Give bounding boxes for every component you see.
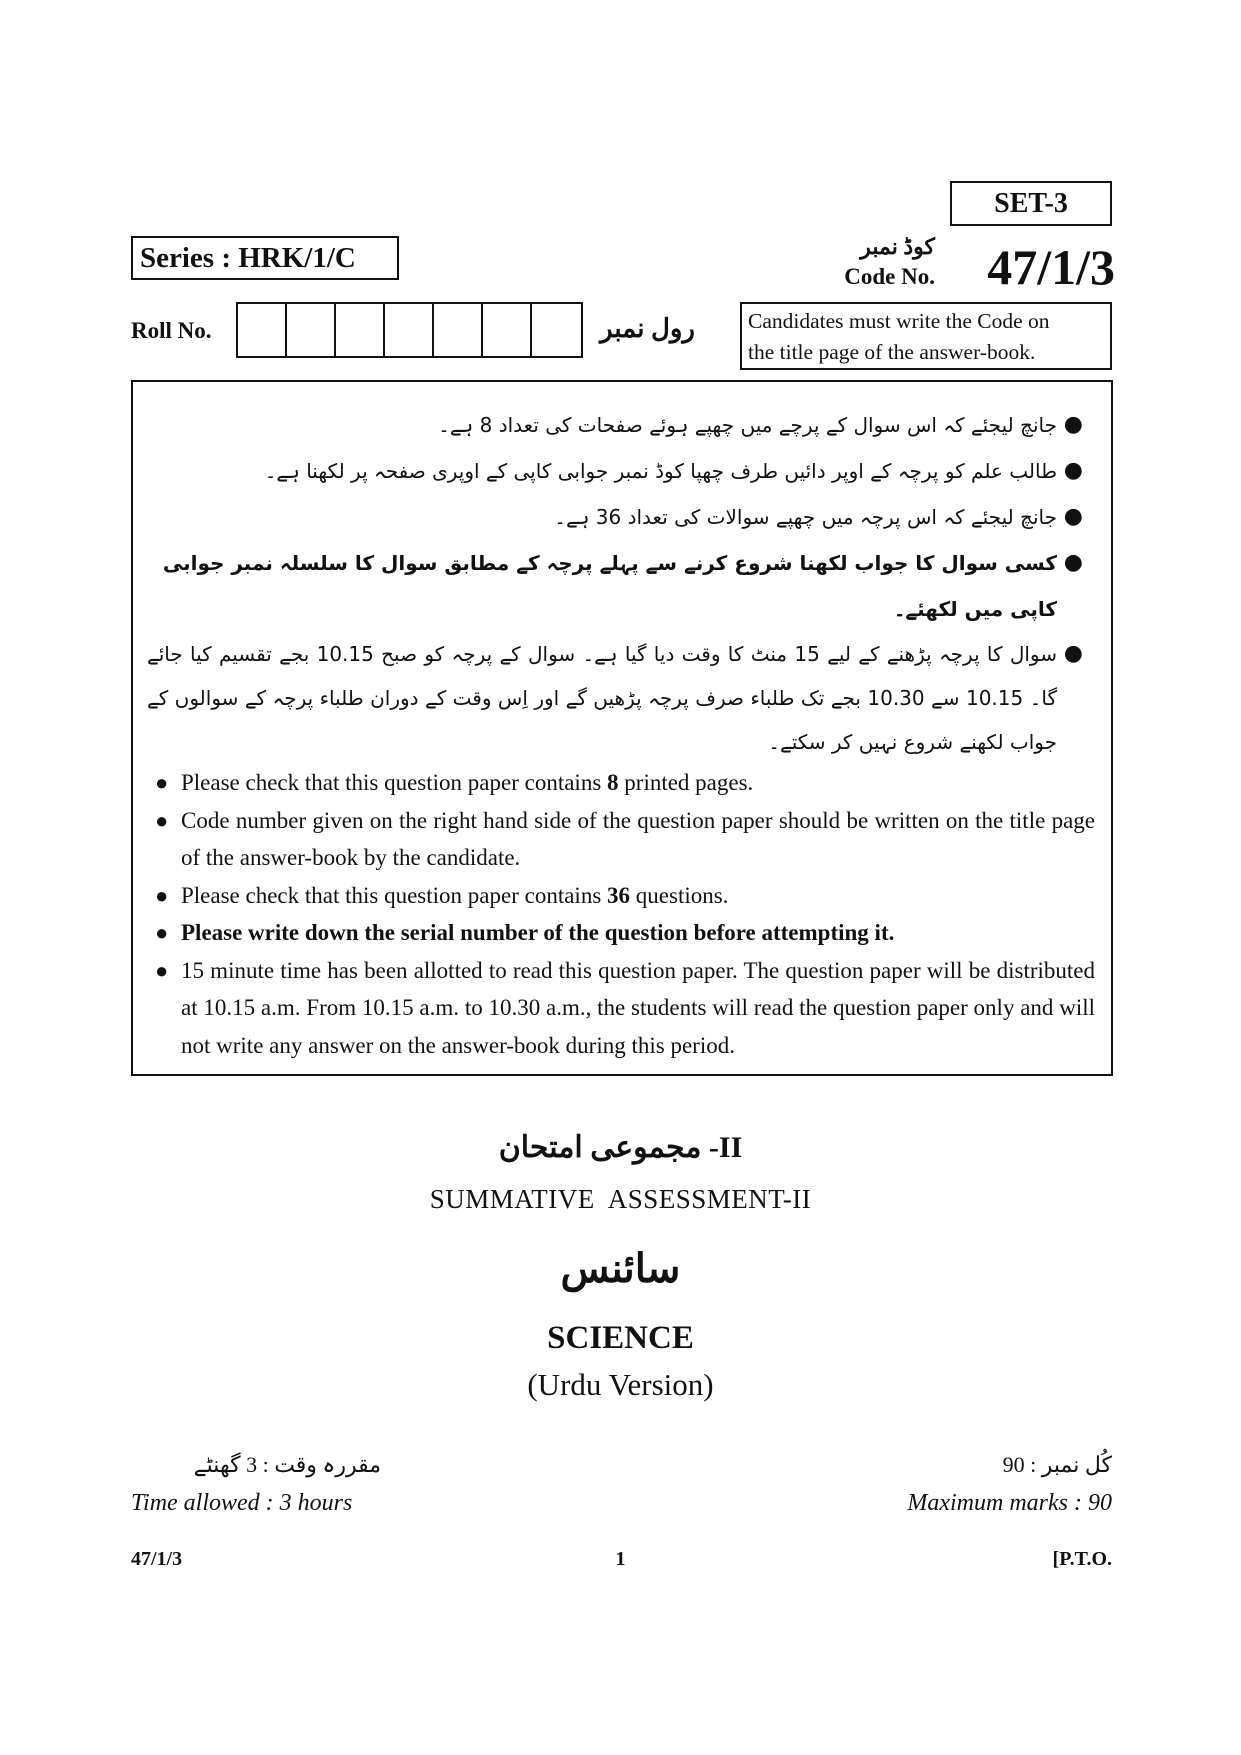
time-allowed: Time allowed : 3 hours <box>131 1490 353 1516</box>
maximum-marks-urdu: کُل نمبر : 90 <box>1002 1452 1112 1477</box>
roll-digit-box[interactable] <box>434 304 483 356</box>
code-number: 47/1/3 <box>987 239 1115 295</box>
urdu-instructions <box>147 402 1089 764</box>
series-label: Series : HRK/1/C <box>131 236 399 280</box>
english-instruction-item <box>151 802 1095 877</box>
bullet-icon: ● <box>1063 641 1083 666</box>
bullet-icon: ● <box>1063 550 1083 575</box>
bullet-icon: ● <box>155 807 169 833</box>
instruction-text: 15 minute time has been allotted to read this question paper. The question paper will be distributed at 10.15 a.m. From 10.15 a.m. to 10.30 a.m., the students will read the question paper only and will not write any answer on the answer-book during this period. <box>181 957 1095 1058</box>
roll-digit-box[interactable] <box>385 304 434 356</box>
urdu-instruction-text: کسی سوال کا جواب لکھنا شروع کرنے سے پہلے پرچہ کے مطابق سوال کا سلسلہ نمبر جوابی کاپی میں لکھئے۔ <box>162 551 1057 621</box>
roll-digit-box[interactable] <box>483 304 532 356</box>
footer-code: 47/1/3 <box>131 1548 183 1570</box>
assessment-title-urdu: مجموعی امتحان -II <box>498 1131 743 1164</box>
candidate-note-box <box>740 302 1112 370</box>
version-label: (Urdu Version) <box>527 1367 714 1402</box>
roll-label: Roll No. <box>131 318 212 343</box>
roll-digit-box[interactable] <box>287 304 336 356</box>
urdu-instruction-item <box>147 448 1089 494</box>
subject-title: SCIENCE <box>547 1320 694 1356</box>
maximum-marks: Maximum marks : 90 <box>907 1490 1112 1516</box>
set-label: SET-3 <box>950 181 1112 226</box>
roll-digit-box[interactable] <box>336 304 385 356</box>
bullet-icon: ● <box>155 957 169 983</box>
roll-number-boxes[interactable] <box>236 302 583 358</box>
question-count: 36 <box>607 882 631 908</box>
subject-title-urdu: سائنس <box>560 1246 681 1291</box>
pto-label: [P.T.O. <box>1052 1548 1112 1570</box>
roll-label-urdu: رول نمبر <box>600 314 695 343</box>
urdu-instruction-item <box>147 402 1089 448</box>
instruction-text: printed pages. <box>618 770 754 795</box>
bullet-icon: ● <box>155 770 169 795</box>
urdu-instruction-item <box>147 632 1089 764</box>
time-allowed-urdu: مقررہ وقت : 3 گھنٹے <box>193 1452 381 1477</box>
instruction-text: questions. <box>630 882 729 908</box>
english-instruction-item <box>151 914 1095 952</box>
instruction-text: Code number given on the right hand side of the question paper should be written on the title page of the answer-book by the candidate. <box>181 807 1095 870</box>
urdu-instruction-text: طالب علم کو پرچہ کے اوپر دائیں طرف چھپا کوڈ نمبر جوابی کاپی کے اوپری صفحہ پر لکھنا ہے۔ <box>264 459 1057 483</box>
urdu-instruction-item <box>147 494 1089 540</box>
english-instructions <box>151 764 1095 1064</box>
instruction-text: Please check that this question paper contains <box>181 770 608 795</box>
bullet-icon: ● <box>1063 504 1083 529</box>
instruction-text: Please write down the serial number of the question before attempting it. <box>181 920 895 945</box>
code-label-urdu: کوڈ نمبر <box>860 234 935 259</box>
instruction-text: Please check that this question paper contains <box>181 882 608 908</box>
roll-digit-box[interactable] <box>532 304 581 356</box>
urdu-instruction-text: جانچ لیجئے کہ اس سوال کے پرچے میں چھپے ہوئے صفحات کی تعداد 8 ہے۔ <box>438 413 1057 437</box>
candidate-note-line: the title page of the answer-book. <box>748 340 1036 364</box>
bullet-icon: ● <box>155 882 169 908</box>
instructions-box <box>131 380 1113 1076</box>
english-instruction-item <box>151 877 1095 915</box>
code-label: Code No. <box>844 264 935 289</box>
page-number: 1 <box>615 1548 626 1570</box>
english-instruction-item <box>151 952 1095 1065</box>
page-count: 8 <box>607 770 619 795</box>
urdu-instruction-text: سوال کا پرچہ پڑھنے کے لیے 15 منٹ کا وقت دیا گیا ہے۔ سوال کے پرچہ کو صبح 10.15 بجے تقسیم کیا جائے گا۔ 10.15 سے 10.30 بجے تک طلباء صرف پرچہ پڑھیں گے اور اِس وقت کے دوران طلباء پرچہ کے سوالوں کے جواب لکھنے شروع نہیں کر سکتے۔ <box>147 642 1057 754</box>
bullet-icon: ● <box>1063 412 1083 437</box>
roll-digit-box[interactable] <box>238 304 287 356</box>
urdu-instruction-text: جانچ لیجئے کہ اس پرچہ میں چھپے سوالات کی تعداد 36 ہے۔ <box>554 505 1057 529</box>
assessment-title: SUMMATIVE ASSESSMENT-II <box>429 1184 812 1214</box>
candidate-note-line: Candidates must write the Code on <box>748 309 1050 333</box>
english-instruction-item <box>151 764 1095 802</box>
urdu-instruction-item <box>147 540 1089 632</box>
bullet-icon: ● <box>155 920 169 945</box>
bullet-icon: ● <box>1063 458 1083 483</box>
